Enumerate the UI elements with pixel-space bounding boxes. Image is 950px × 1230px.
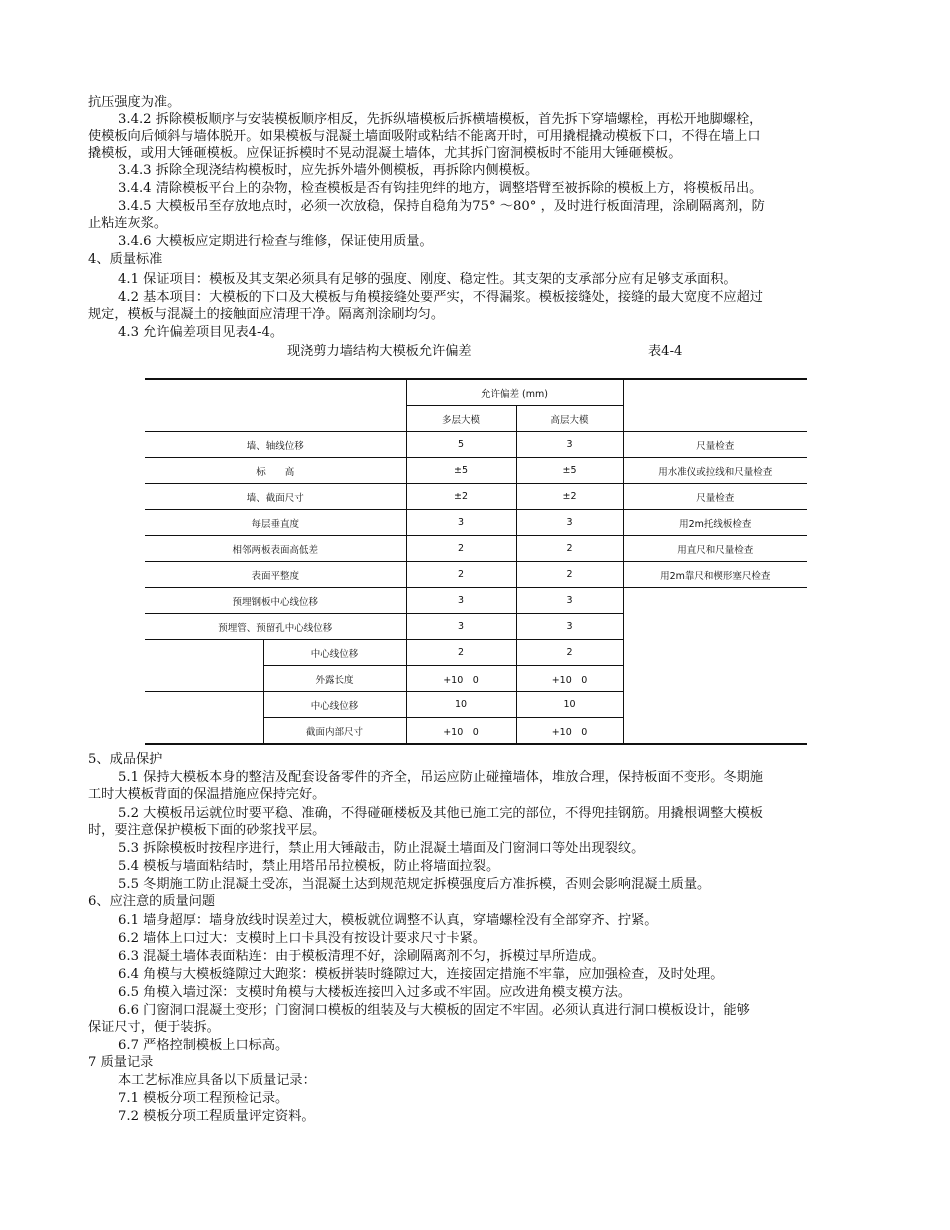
row-item: 预埋钢板中心线位移 <box>145 588 406 614</box>
table-number: 表4-4 <box>648 344 683 359</box>
table-row <box>145 458 807 484</box>
group-cell-empty <box>145 692 263 745</box>
text-line: 5.5 冬期施工防止混凝土受冻，当混凝土达到规范规定拆模强度后方准拆模，否则会影响混凝土质量。 <box>118 877 711 892</box>
text-line: 保证尺寸，便于装拆。 <box>88 1020 220 1035</box>
row-high: 2 <box>516 562 623 588</box>
sub-high: +10 0 <box>516 666 623 692</box>
table-row <box>145 536 807 562</box>
sub-high: 2 <box>516 640 623 666</box>
sub-high: 10 <box>516 692 623 718</box>
row-multi: 2 <box>406 536 516 562</box>
text-line: 3.4.6 大模板应定期进行检查与维修，保证使用质量。 <box>118 234 433 249</box>
text-line: 4.2 基本项目：大模板的下口及大模板与角模接缝处要严实，不得漏浆。模板接缝处，接缝的最大宽度不应超过 <box>118 290 763 305</box>
text-line: 3.4.5 大模板吊至存放地点时，必须一次放稳，保持自稳角为75° ～80° ，及时进行板面清理，涂刷隔离剂，防 <box>118 199 765 214</box>
text-line: 5.1 保持大模板本身的整洁及配套设备零件的齐全，吊运应防止碰撞墙体，堆放合理，保持板面不变形。冬期施 <box>118 770 763 785</box>
row-method: 用水准仪或拉线和尺量检查 <box>623 458 807 484</box>
row-multi: 3 <box>406 588 516 614</box>
row-high: 3 <box>516 588 623 614</box>
sub-item: 外露长度 <box>263 666 406 692</box>
table-row <box>145 432 807 458</box>
text-line: 5.3 拆除模板时按程序进行，禁止用大锤敲击，防止混凝土墙面及门窗洞口等处出现裂纹。 <box>118 841 645 856</box>
row-multi: ±5 <box>406 458 516 484</box>
row-item: 每层垂直度 <box>145 510 406 536</box>
row-high: ±2 <box>516 484 623 510</box>
table-caption: 现浇剪力墙结构大模板允许偏差 <box>287 344 472 359</box>
row-method: 用直尺和尺量检查 <box>623 536 807 562</box>
text-line: 6.1 墙身超厚：墙身放线时误差过大，模板就位调整不认真，穿墙螺栓没有全部穿齐、拧紧。 <box>118 913 658 928</box>
text-line: 3.4.3 拆除全现浇结构模板时，应先拆外墙外侧模板，再拆除内侧模板。 <box>118 163 539 178</box>
sub-item: 中心线位移 <box>263 692 406 718</box>
row-method-empty <box>623 588 807 745</box>
sub-item: 中心线位移 <box>263 640 406 666</box>
row-item: 墙、截面尺寸 <box>145 484 406 510</box>
row-high: 3 <box>516 614 623 640</box>
row-high: 3 <box>516 510 623 536</box>
sub-multi: +10 0 <box>406 718 516 745</box>
text-line: 4.1 保证项目：模板及其支架必须具有足够的强度、刚度、稳定性。其支架的支承部分应有足够支承面积。 <box>118 272 737 287</box>
sub-multi: +10 0 <box>406 666 516 692</box>
row-item: 表面平整度 <box>145 562 406 588</box>
text-line: 6.3 混凝土墙体表面粘连：由于模板清理不好，涂刷隔离剂不匀，拆模过早所造成。 <box>118 949 605 964</box>
text-line: 5.4 模板与墙面粘结时，禁止用塔吊吊拉模板，防止将墙面拉裂。 <box>118 859 500 874</box>
text-line: 7.2 模板分项工程质量评定资料。 <box>118 1109 315 1124</box>
text-line: 6.6 门窗洞口混凝土变形；门窗洞口模板的组装及与大模板的固定不牢固。必须认真进行洞口模板设计，能够 <box>118 1003 750 1018</box>
row-multi: 2 <box>406 562 516 588</box>
sub-multi: 10 <box>406 692 516 718</box>
text-line: 撬模板，或用大锤砸模板。应保证拆模时不晃动混凝土墙体，尤其拆门窗洞模板时不能用大锤砸模板。 <box>88 146 682 161</box>
section-heading: 6、应注意的质量问题 <box>88 894 216 909</box>
section-heading: 7 质量记录 <box>88 1055 154 1070</box>
row-multi: ±2 <box>406 484 516 510</box>
text-line: 4.3 允许偏差项目见表4-4。 <box>118 325 284 340</box>
sub-multi: 2 <box>406 640 516 666</box>
row-multi: 3 <box>406 510 516 536</box>
text-line: 6.2 墙体上口过大：支模时上口卡具没有按设计要求尺寸卡紧。 <box>118 931 487 946</box>
text-line: 5.2 大模板吊运就位时要平稳、准确，不得碰砸楼板及其他已施工完的部位，不得兜挂钢筋。用撬根调整大模板 <box>118 806 763 821</box>
row-item: 标 高 <box>145 458 406 484</box>
row-multi: 3 <box>406 614 516 640</box>
text-line: 止粘连灰浆。 <box>88 216 168 231</box>
row-item: 墙、轴线位移 <box>145 432 406 458</box>
row-method: 尺量检查 <box>623 484 807 510</box>
table-row <box>145 562 807 588</box>
row-high: 2 <box>516 536 623 562</box>
text-line: 6.4 角模与大模板缝隙过大跑浆：模板拼装时缝隙过大，连接固定措施不牢靠，应加强检查，及时处理。 <box>118 967 724 982</box>
header-high: 高层大模 <box>516 406 623 432</box>
row-method: 尺量检查 <box>623 432 807 458</box>
row-high: ±5 <box>516 458 623 484</box>
text-line: 抗压强度为准。 <box>88 95 181 110</box>
text-line: 6.7 严格控制模板上口标高。 <box>118 1038 289 1053</box>
text-line: 时，要注意保护模板下面的砂浆找平层。 <box>88 823 326 838</box>
header-item <box>145 379 406 432</box>
sub-item: 截面内部尺寸 <box>263 718 406 745</box>
text-line: 3.4.4 清除模板平台上的杂物，检查模板是否有钩挂兜绊的地方，调整塔臂至被拆除的模板上方，将模板吊出。 <box>118 181 763 196</box>
group-cell-empty <box>145 640 263 692</box>
sub-high: +10 0 <box>516 718 623 745</box>
section-heading: 5、成品保护 <box>88 752 163 767</box>
text-line: 3.4.2 拆除模板顺序与安装模板顺序相反，先拆纵墙模板后拆横墙模板，首先拆下穿墙螺栓，再松开地脚螺栓， <box>118 112 763 127</box>
header-group: 允许偏差 (mm) <box>406 379 623 406</box>
text-line: 规定，模板与混凝土的接触面应清理干净。隔离剂涂刷均匀。 <box>88 307 445 322</box>
text-line: 工时大模板背面的保温措施应保持完好。 <box>88 787 326 802</box>
table-row <box>145 588 807 614</box>
tolerance-table <box>145 378 807 745</box>
text-line: 6.5 角模入墙过深：支模时角模与大楼板连接凹入过多或不牢固。应改进角模支模方法。 <box>118 985 632 1000</box>
text-line: 使模板向后倾斜与墙体脱开。如果模板与混凝土墙面吸附或粘结不能离开时，可用撬棍撬动模板下口，不得在墙上口 <box>88 129 761 144</box>
table-row <box>145 484 807 510</box>
row-high: 3 <box>516 432 623 458</box>
row-item: 预埋管、预留孔中心线位移 <box>145 614 406 640</box>
text-line: 7.1 模板分项工程预检记录。 <box>118 1091 289 1106</box>
section-heading: 4、质量标准 <box>88 252 163 267</box>
table-row <box>145 510 807 536</box>
text-line: 本工艺标准应具备以下质量记录： <box>118 1073 316 1088</box>
header-method <box>623 379 807 432</box>
row-item: 相邻两板表面高低差 <box>145 536 406 562</box>
row-method: 用2m托线板检查 <box>623 510 807 536</box>
row-multi: 5 <box>406 432 516 458</box>
header-multi: 多层大模 <box>406 406 516 432</box>
row-method: 用2m靠尺和楔形塞尺检查 <box>623 562 807 588</box>
